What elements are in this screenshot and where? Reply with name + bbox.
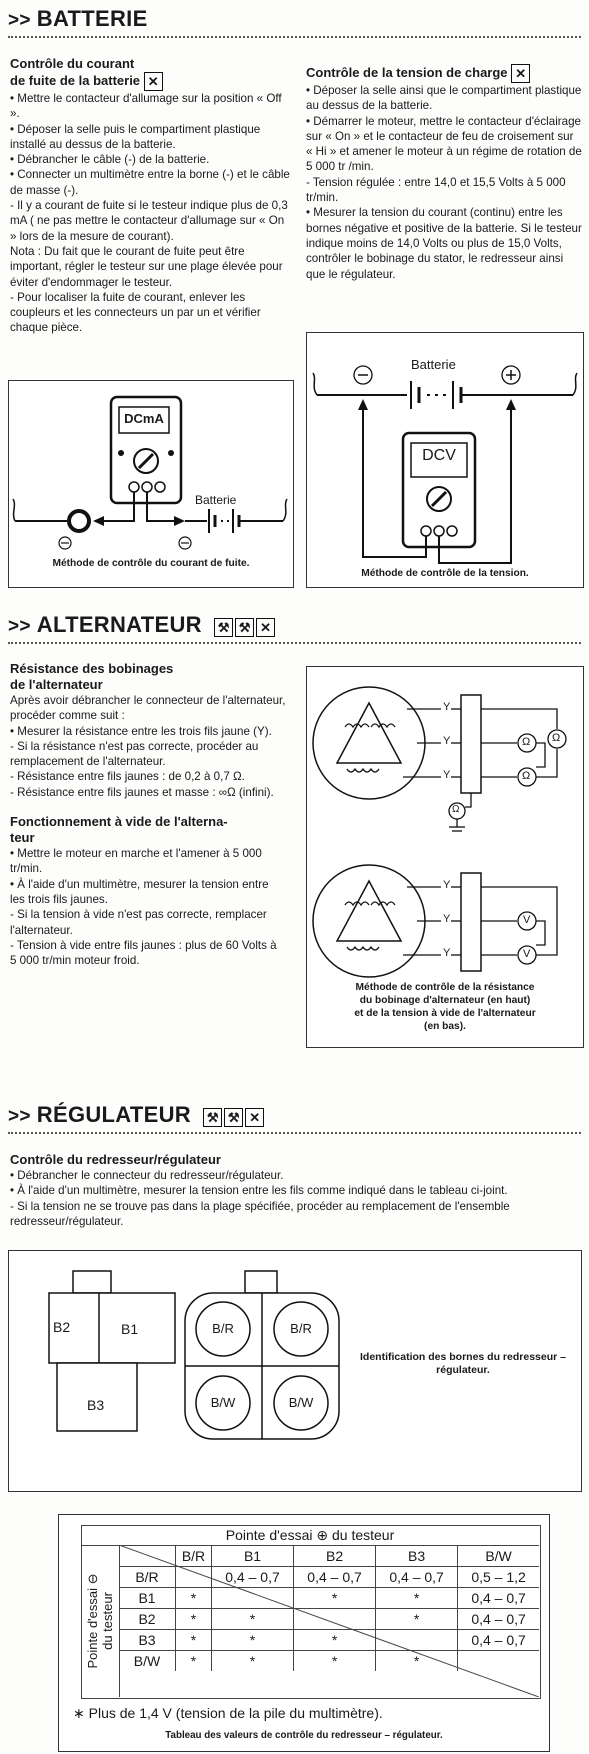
column-header: B1 xyxy=(211,1546,293,1567)
heading-fuite-1: Contrôle du courant xyxy=(10,56,135,71)
table-cell: 0,4 – 0,7 xyxy=(211,1567,293,1588)
terminal-label: B2 xyxy=(53,1319,71,1335)
paragraph: • Débrancher le connecteur du redresseur/régulateur. xyxy=(10,1169,284,1182)
paragraph: • À l'aide d'un multimètre, mesurer la tension entre les fils comme indiqué dans le tableau ci-joint. xyxy=(10,1184,508,1198)
paragraph: • Débrancher le câble (-) de la batterie. xyxy=(10,153,210,167)
tools-icon: ✕ xyxy=(511,64,530,83)
table-cell: * xyxy=(211,1630,293,1651)
wrench-icon: ⚒ xyxy=(235,618,254,637)
wrench-icon: ⚒ xyxy=(203,1108,222,1127)
meter-display-label: DCmA xyxy=(124,411,164,426)
paragraph: - Pour localiser la fuite de courant, enlever les coupleurs et les connecteurs un par un et vérifier chaque pièce. xyxy=(10,290,261,335)
paragraph: • Mettre le contacteur d'allumage sur la position « Off ». xyxy=(10,92,282,121)
terminal-label: B1 xyxy=(121,1321,139,1337)
section-divider xyxy=(8,642,581,644)
table-cell: * xyxy=(211,1609,293,1630)
diagram-caption: Méthode de contrôle du courant de fuite. xyxy=(52,558,250,569)
wrench-icon: ⚒ xyxy=(214,618,233,637)
heading-resistance-2: de l'alternateur xyxy=(10,677,103,692)
batterie-fuite-text xyxy=(10,56,293,336)
wire-label: Y xyxy=(443,769,451,781)
wire-label: Y xyxy=(443,701,451,713)
paragraph: • Mesurer la résistance entre les trois fils jaune (Y). xyxy=(10,724,272,738)
tools-icon: ✕ xyxy=(245,1108,264,1127)
paragraph: - Il y a courant de fuite si le testeur indique plus de 0,3 mA ( ne pas mettre le contacteur d'allumage sur « On » lors de la mesure de courant). xyxy=(10,199,288,243)
row-header: B2 xyxy=(119,1609,176,1630)
column-header: B/R xyxy=(176,1546,212,1567)
voltmeter-symbol: V xyxy=(523,914,531,926)
table-cell: * xyxy=(176,1609,212,1630)
table-cell: 0,5 – 1,2 xyxy=(458,1567,539,1588)
table-cell: 0,4 – 0,7 xyxy=(376,1567,458,1588)
regulateur-text xyxy=(10,1152,580,1229)
heading-vide-2: teur xyxy=(10,830,35,846)
paragraph: • À l'aide d'un multimètre, mesurer la tension entre les trois fils jaunes. xyxy=(10,877,269,906)
table-cell: * xyxy=(211,1651,293,1672)
paragraph: - Tension régulée : entre 14,0 et 15,5 Volts à 5 000 tr/min. xyxy=(306,175,566,205)
table-row xyxy=(119,1609,539,1630)
diagram-caption: Méthode de contrôle de la tension. xyxy=(361,568,529,579)
table-cell: 0,4 – 0,7 xyxy=(294,1567,376,1588)
heading-resistance-1: Résistance des bobinages xyxy=(10,661,174,676)
wire-label: Y xyxy=(443,913,451,925)
terminal-label: B/R xyxy=(290,1321,312,1336)
table-cell: * xyxy=(294,1630,376,1651)
wire-label: Y xyxy=(443,879,451,891)
ohmmeter-symbol: Ω xyxy=(522,736,531,748)
tools-icon-group xyxy=(203,1103,266,1129)
paragraph: - Résistance entre fils jaunes et masse : ∞Ω (infini). xyxy=(10,785,274,799)
diagram-tension xyxy=(306,332,584,588)
table-cell: 0,4 – 0,7 xyxy=(458,1630,539,1651)
paragraph: • Mesurer la tension du courant (continu) entre les bornes négative et positive de la batterie. Si le testeur indique moins de 14,0 Volts ou plus de 15,0 Volts, contrôler le bobinage du stator, le redresseur ainsi que le régulateur. xyxy=(306,206,582,281)
paragraph: • Mettre le moteur en marche et l'amener à 5 000 tr/min. xyxy=(10,847,262,876)
section-title-alternateur: >> ALTERNATEUR ⚒ ⚒ ✕ xyxy=(8,612,277,639)
connector-diagram xyxy=(8,1250,582,1492)
battery-label: Batterie xyxy=(195,493,237,507)
terminal-label: B/W xyxy=(210,1395,236,1410)
table-cell xyxy=(376,1630,458,1651)
column-header: B3 xyxy=(376,1546,458,1567)
terminal-label: B3 xyxy=(87,1397,105,1413)
meter-display-label: DCV xyxy=(422,447,456,464)
heading-regulateur: Contrôle du redresseur/régulateur xyxy=(10,1152,221,1167)
ohmmeter-symbol: Ω xyxy=(452,804,460,815)
paragraph: - Résistance entre fils jaunes : de 0,2 à 0,7 Ω. xyxy=(10,770,245,784)
wrench-icon: ⚒ xyxy=(224,1108,243,1127)
terminal-label: B/W xyxy=(288,1395,314,1410)
ohmmeter-symbol: Ω xyxy=(552,732,561,744)
table-cell: * xyxy=(176,1651,212,1672)
table-cell: 0,4 – 0,7 xyxy=(458,1588,539,1609)
paragraph: Après avoir débrancher le connecteur de l'alternateur, procéder comme suit : xyxy=(10,694,286,723)
column-header: B2 xyxy=(294,1546,376,1567)
paragraph: • Déposer la selle ainsi que le compartiment plastique au dessus de la batterie. xyxy=(306,84,582,113)
table-cell: * xyxy=(176,1588,212,1609)
table-cell xyxy=(458,1651,539,1672)
table-row xyxy=(119,1588,539,1609)
table-cell xyxy=(294,1609,376,1630)
row-header: B/R xyxy=(119,1567,176,1588)
heading-vide-1: Fonctionnement à vide de l'alterna- xyxy=(10,814,228,830)
values-table-panel xyxy=(58,1514,550,1752)
paragraph: • Démarrer le moteur, mettre le contacteur d'éclairage sur « On » et le contacteur de feu de croisement sur « Hi » et amener le moteur à un régime de rotation de 5 000 tr /min. xyxy=(306,114,582,174)
section-divider xyxy=(8,36,581,38)
paragraph: - Si la tension ne se trouve pas dans la plage spécifiée, procéder au remplacement de l'ensemble redresseur/régulateur. xyxy=(10,1199,510,1228)
table-cell: * xyxy=(376,1651,458,1672)
table-cell xyxy=(176,1567,212,1588)
column-header: B/W xyxy=(458,1546,539,1567)
table-row xyxy=(119,1567,539,1588)
table-cell: * xyxy=(376,1588,458,1609)
values-table xyxy=(119,1545,539,1671)
paragraph: - Tension à vide entre fils jaunes : plus de 60 Volts à 5 000 tr/min moteur froid. xyxy=(10,938,277,968)
paragraph: - Si la tension à vide n'est pas correcte, remplacer l'alternateur. xyxy=(10,908,267,937)
heading-fuite-2: de fuite de la batterie xyxy=(10,72,141,88)
terminal-label: B/R xyxy=(212,1321,234,1336)
battery-label: Batterie xyxy=(411,357,456,372)
table-cell: * xyxy=(294,1588,376,1609)
table-row xyxy=(119,1630,539,1651)
wire-label: Y xyxy=(443,735,451,747)
heading-charge: Contrôle de la tension de charge xyxy=(306,64,508,80)
table-side-header: Pointe d'essai ⊖ du testeur xyxy=(85,1573,115,1669)
diagram-fuite xyxy=(8,380,294,588)
table-cell: * xyxy=(176,1630,212,1651)
diagram-alternateur xyxy=(306,666,584,1048)
section-title-regulateur: >> RÉGULATEUR ⚒ ⚒ ✕ xyxy=(8,1102,266,1129)
paragraph: • Connecter un multimètre entre la borne (-) et le câble de masse (-). xyxy=(10,168,290,197)
table-header-row xyxy=(119,1546,539,1567)
diagram-caption: Méthode de contrôle de la résistance du bobinage d'alternateur (en haut) et de la tension à vide de l'alternateur (en bas). xyxy=(354,982,536,1032)
wire-label: Y xyxy=(443,947,451,959)
tools-icon-group xyxy=(214,613,277,639)
voltmeter-symbol: V xyxy=(523,948,531,960)
tools-icon: ✕ xyxy=(144,72,163,91)
batterie-charge-text xyxy=(306,64,582,282)
paragraph: - Si la résistance n'est pas correcte, procéder au remplacement de l'alternateur. xyxy=(10,739,259,769)
section-title-batterie: >> BATTERIE xyxy=(8,6,148,31)
table-cell: 0,4 – 0,7 xyxy=(458,1609,539,1630)
table-cell: * xyxy=(376,1609,458,1630)
table-cell: * xyxy=(294,1651,376,1672)
table-cell xyxy=(211,1588,293,1609)
table-top-header: Pointe d'essai ⊕ du testeur xyxy=(81,1525,539,1546)
row-header: B3 xyxy=(119,1630,176,1651)
connector-caption: Identification des bornes du redresseur – régulateur. xyxy=(360,1351,566,1376)
ohmmeter-symbol: Ω xyxy=(522,770,531,782)
table-row xyxy=(119,1651,539,1672)
alternateur-text xyxy=(10,661,286,968)
table-footnote: ∗ Plus de 1,4 V (tension de la pile du multimètre). xyxy=(73,1705,383,1721)
paragraph: • Déposer la selle puis le compartiment plastique installé au dessus de la batterie. xyxy=(10,122,261,151)
row-header: B1 xyxy=(119,1588,176,1609)
section-divider xyxy=(8,1132,581,1134)
table-caption: Tableau des valeurs de contrôle du redresseur – régulateur. xyxy=(165,1730,443,1741)
row-header: B/W xyxy=(119,1651,176,1672)
paragraph: Nota : Du fait que le courant de fuite peut être important, régler le testeur sur une plage élevée pour éviter d'endommager le testeur. xyxy=(10,244,283,289)
tools-icon: ✕ xyxy=(256,618,275,637)
